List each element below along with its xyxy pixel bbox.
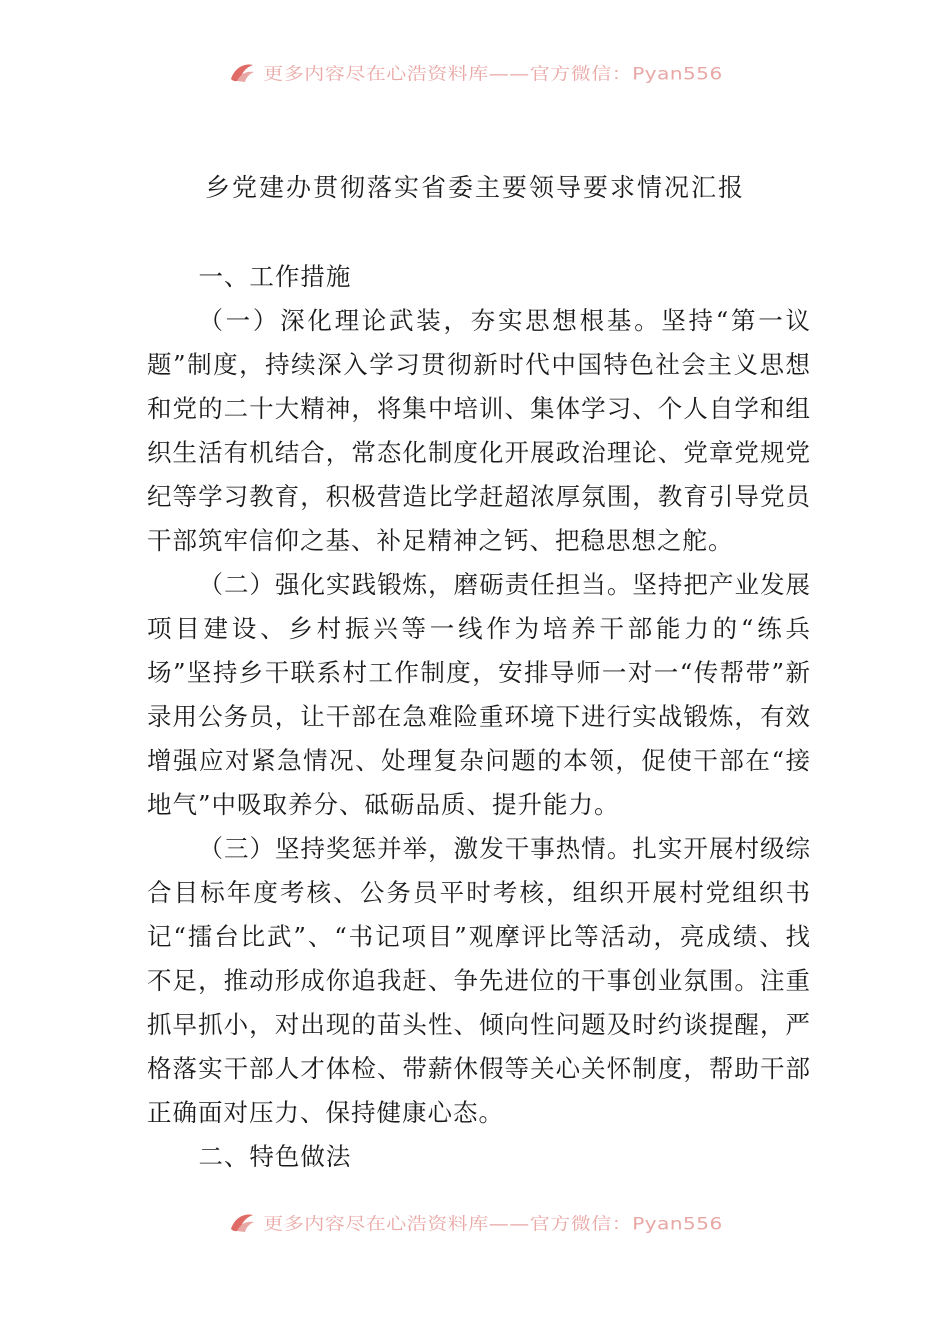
document-body xyxy=(147,255,811,1179)
document-title: 乡党建办贯彻落实省委主要领导要求情况汇报 xyxy=(204,173,745,202)
header-watermark xyxy=(0,52,950,92)
flame-logo-icon xyxy=(227,1209,257,1235)
watermark-text: 更多内容尽在心浩资料库——官方微信：Pyan556 xyxy=(263,1213,723,1234)
paragraph: （一）深化理论武装，夯实思想根基。坚持“第一议题”制度，持续深入学习贯彻新时代中国特色社会主义思想和党的二十大精神，将集中培训、集体学习、个人自学和组织生活有机结合，常态化制度化开展政治理论、党章党规党纪等学习教育，积极营造比学赶超浓厚氛围，教育引导党员干部筑牢信仰之基、补足精神之钙、把稳思想之舵。 xyxy=(147,306,811,555)
section-heading: 一、工作措施 xyxy=(198,262,352,291)
paragraph: （二）强化实践锻炼，磨砺责任担当。坚持把产业发展项目建设、乡村振兴等一线作为培养干部能力的“练兵场”坚持乡干联系村工作制度，安排导师一对一“传帮带”新录用公务员，让干部在急难险重环境下进行实战锻炼，有效增强应对紧急情况、处理复杂问题的本领，促使干部在“接地气”中吸取养分、砥砺品质、提升能力。 xyxy=(147,570,811,819)
paragraph: （三）坚持奖惩并举，激发干事热情。扎实开展村级综合目标年度考核、公务员平时考核，组织开展村党组织书记“擂台比武”、“书记项目”观摩评比等活动，亮成绩、找不足，推动形成你追我赶、争先进位的干事创业氛围。注重抓早抓小，对出现的苗头性、倾向性问题及时约谈提醒，严格落实干部人才体检、带薪休假等关心关怀制度，帮助干部正确面对压力、保持健康心态。 xyxy=(147,834,811,1127)
footer-watermark xyxy=(0,1202,950,1242)
watermark-text: 更多内容尽在心浩资料库——官方微信：Pyan556 xyxy=(263,63,723,84)
section-heading: 二、特色做法 xyxy=(198,1142,352,1171)
flame-logo-icon xyxy=(227,59,257,85)
